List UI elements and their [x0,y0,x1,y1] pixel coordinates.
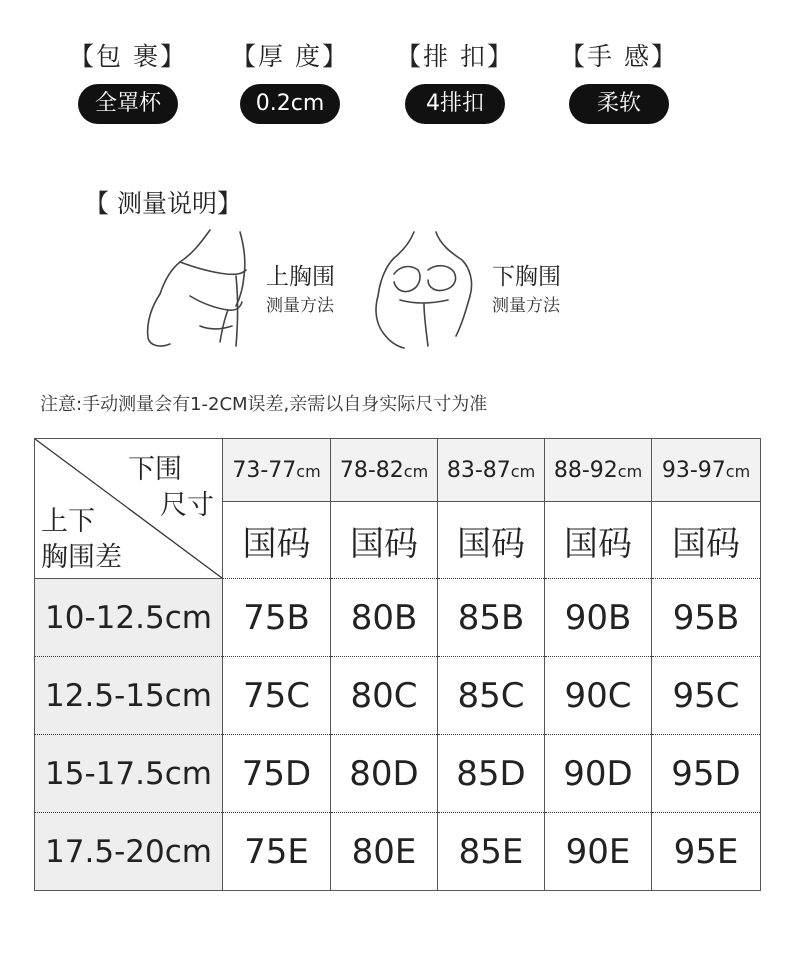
upper-bust-figure-icon [140,226,260,352]
size-cell: 80E [331,813,438,891]
table-row [35,813,761,891]
attr-thickness-label: 【厚 度】 [231,42,349,71]
size-cell: 75E [223,813,331,891]
bust-diff-cell: 10-12.5cm [35,579,223,657]
size-cell: 75D [223,735,331,813]
size-cell: 75C [223,657,331,735]
size-cell: 95B [652,579,761,657]
corner-size: 尺寸 [160,490,214,521]
measurement-note: 注意:手动测量会有1-2CM误差,亲需以自身实际尺寸为准 [40,394,488,415]
band-header-row [35,439,761,502]
size-cell: 80C [331,657,438,735]
size-cell: 80D [331,735,438,813]
measure-title: 【 测量说明】 [84,189,242,218]
band-header-cell [438,439,545,502]
attr-feel [559,38,679,124]
bust-diff-cell: 15-17.5cm [35,735,223,813]
table-corner-cell [35,439,223,579]
table-row [35,735,761,813]
corner-bust-diff: 胸围差 [41,542,122,573]
attr-hooks-label: 【排 扣】 [396,42,514,71]
attr-wrap-value: 全罩杯 [78,84,178,124]
size-cell: 85B [438,579,545,657]
band-unit: cm [510,461,536,481]
band-header-cell [545,439,652,502]
lower-bust-method: 测量方法 [492,296,560,316]
band-unit: cm [725,461,751,481]
band-header-cell [652,439,761,502]
size-cell: 75B [223,579,331,657]
band-unit: cm [617,461,643,481]
lower-bust-figure-icon [370,230,480,350]
table-row [35,579,761,657]
attr-thickness-value: 0.2cm [240,84,340,124]
band-range: 73-77 [232,457,297,483]
size-cell: 95C [652,657,761,735]
band-header-cell [223,439,331,502]
national-size-label: 国码 [652,502,761,579]
table-row [35,657,761,735]
corner-upper-lower: 上下 [41,506,95,537]
band-range: 78-82 [339,457,404,483]
national-size-label: 国码 [223,502,331,579]
size-cell: 90E [545,813,652,891]
national-size-label: 国码 [331,502,438,579]
band-unit: cm [296,461,321,481]
size-cell: 85E [438,813,545,891]
size-cell: 85C [438,657,545,735]
attr-hooks [395,38,515,124]
band-unit: cm [403,461,429,481]
attr-wrap [68,38,188,124]
attr-feel-value: 柔软 [569,84,669,124]
upper-bust-label: 上胸围 [266,264,335,290]
size-cell: 85D [438,735,545,813]
upper-bust-method: 测量方法 [266,296,334,316]
band-range: 83-87 [446,457,511,483]
size-cell: 90C [545,657,652,735]
attr-hooks-value: 4排扣 [405,84,505,124]
attr-thickness [230,38,350,124]
attr-feel-label: 【手 感】 [560,42,678,71]
corner-under-bust: 下围 [128,454,182,485]
size-cell: 95D [652,735,761,813]
band-range: 88-92 [553,457,618,483]
size-cell: 90B [545,579,652,657]
national-size-label: 国码 [545,502,652,579]
band-range: 93-97 [661,457,726,483]
national-size-label: 国码 [438,502,545,579]
attr-wrap-label: 【包 裹】 [69,42,187,71]
size-cell: 90D [545,735,652,813]
bust-diff-cell: 12.5-15cm [35,657,223,735]
size-chart-table [34,438,761,891]
size-cell: 95E [652,813,761,891]
lower-bust-label: 下胸围 [492,264,561,290]
bust-diff-cell: 17.5-20cm [35,813,223,891]
band-header-cell [331,439,438,502]
size-cell: 80B [331,579,438,657]
